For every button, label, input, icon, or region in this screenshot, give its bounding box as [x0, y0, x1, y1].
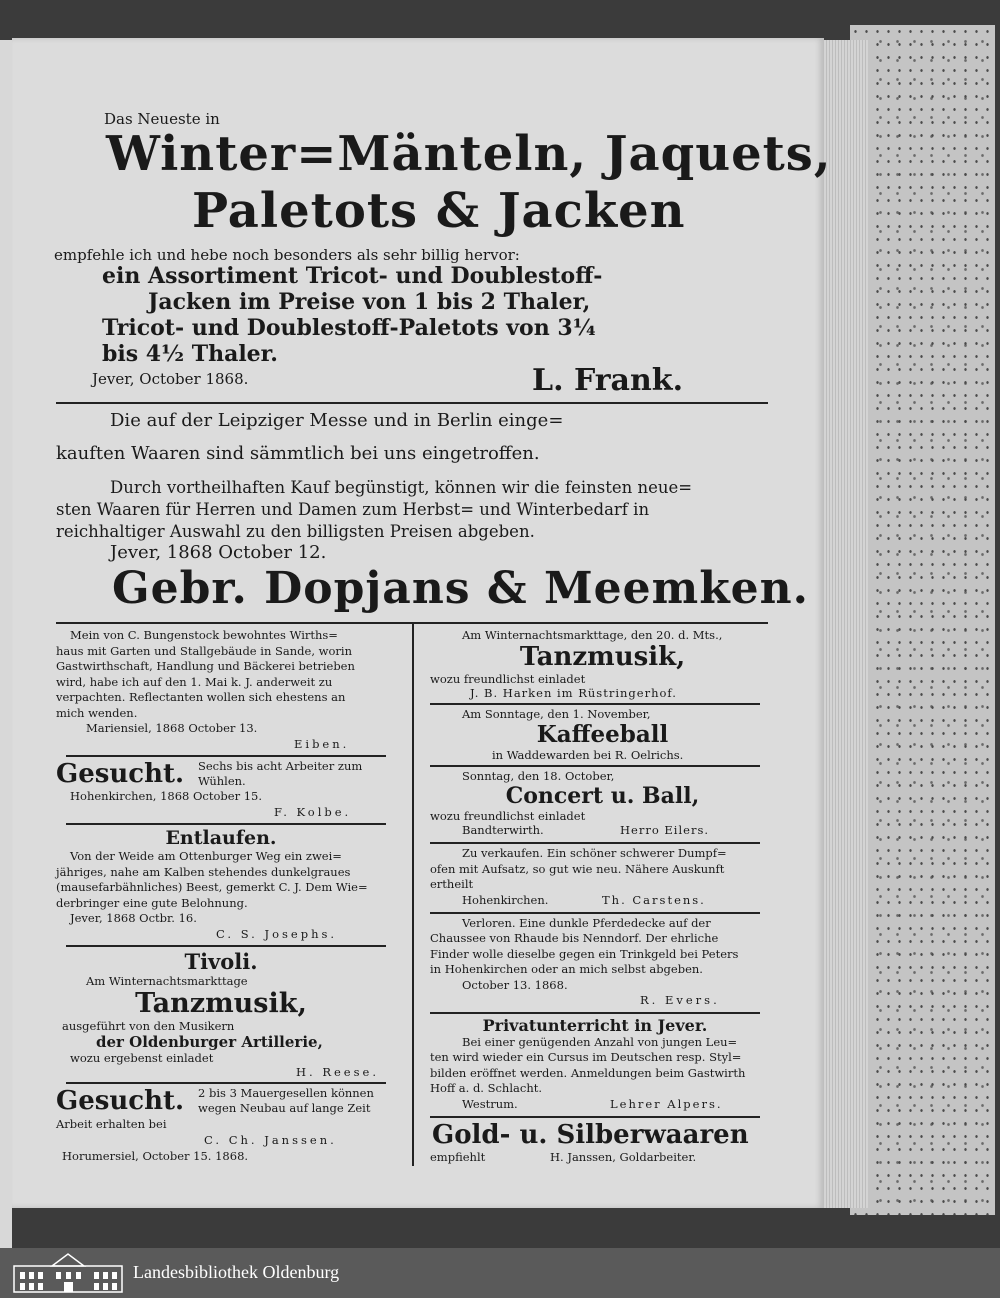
text-line: ertheilt	[430, 877, 474, 891]
ad-concert-footer	[430, 823, 775, 839]
ad-gold-footer	[430, 1150, 775, 1166]
text-line: Bei einer genügenden Anzahl von jungen Leu=	[462, 1034, 738, 1049]
text-line: Am Winternachtsmarkttage, den 20. d. Mts.,	[462, 628, 723, 642]
text-line: wozu freundlichst einladet	[430, 809, 586, 823]
ad-big-title: Concert u. Ball,	[505, 783, 700, 809]
ad1-line-3: Jacken im Preise von 1 bis 2 Thaler,	[148, 289, 591, 315]
divider	[66, 1082, 386, 1084]
column-divider	[412, 624, 414, 1166]
text-line: der Oldenburger Artillerie,	[96, 1033, 323, 1051]
text-line: in Waddewarden bei R. Oelrichs.	[492, 748, 684, 762]
text-line: Wühlen.	[198, 774, 246, 788]
signature: C. S. Josephs.	[216, 926, 338, 941]
text-line: Bandterwirth.	[462, 823, 544, 837]
ad1-signature: L. Frank.	[532, 363, 684, 398]
ad2-line-5: reichhaltiger Auswahl zu den billigsten Preisen abgeben.	[56, 522, 535, 541]
text-line: Am Sonntage, den 1. November,	[462, 707, 651, 721]
ad-title: Tivoli.	[184, 949, 258, 974]
left-column	[56, 628, 406, 1164]
divider	[430, 703, 760, 705]
ad2-place-date: Jever, 1868 October 12.	[110, 542, 327, 563]
divider	[430, 765, 760, 767]
text-line: bilden eröffnet werden. Anmeldungen beim Gastwirth	[430, 1065, 746, 1080]
page-edges	[824, 40, 868, 1208]
text-line: jähriges, nahe am Kalben stehendes dunkelgraues	[56, 864, 351, 879]
right-column	[430, 628, 775, 1166]
ad1-headline-1: Winter=Mänteln, Jaquets,	[106, 126, 832, 182]
ad-title: Gesucht.	[56, 759, 185, 789]
ad2-line-2: kauften Waaren sind sämmtlich bei uns eingetroffen.	[56, 443, 540, 464]
divider	[430, 842, 760, 844]
signature: H. Reese.	[296, 1065, 379, 1079]
ad-verloren	[430, 916, 775, 1009]
ad-big-title: Kaffeeball	[536, 721, 669, 748]
ad-wirthshaus	[56, 628, 406, 752]
signature: H. Janssen, Goldarbeiter.	[550, 1149, 697, 1164]
text-line: Arbeit erhalten bei	[56, 1117, 167, 1131]
ad1-intro: Das Neueste in	[104, 110, 220, 128]
ad1-line-4: Tricot- und Doublestoff-Paletots von 3¼	[102, 315, 596, 341]
ad-title: Entlaufen.	[165, 827, 277, 849]
ad1-place-date: Jever, October 1868.	[92, 370, 249, 388]
ad-big-title: Gold- u. Silberwaaren	[432, 1119, 749, 1150]
divider	[56, 402, 768, 404]
ad-title: Gesucht.	[56, 1086, 185, 1116]
ad2-line-1: Die auf der Leipziger Messe und in Berlin einge=	[110, 410, 564, 431]
text-line: Sonntag, den 18. October,	[462, 769, 615, 783]
text-line: Hoff a. d. Schlacht.	[430, 1081, 543, 1095]
ad-verkaufen	[430, 846, 775, 909]
ad-entlaufen	[56, 849, 406, 942]
text-line: Hohenkirchen.	[462, 892, 549, 907]
text-line: ausgeführt von den Musikern	[62, 1019, 235, 1033]
text-line: wird, habe ich auf den 1. Mai k. J. anderweit zu	[56, 674, 333, 689]
divider	[66, 823, 386, 825]
footer-bar	[0, 1248, 1000, 1298]
ad-big-title: Tanzmusik,	[519, 642, 686, 672]
divider	[430, 912, 760, 914]
text-line: haus mit Garten und Stallgebäude in Sande, worin	[56, 643, 352, 658]
ad2-line-3: Durch vortheilhaften Kauf begünstigt, können wir die feinsten neue=	[110, 478, 693, 497]
signature: F. Kolbe.	[274, 804, 352, 819]
text-line: wozu ergebenst einladet	[70, 1051, 214, 1065]
ad1-headline-2: Paletots & Jacken	[192, 183, 686, 239]
signature: Herro Eilers.	[620, 823, 710, 837]
text-line: 2 bis 3 Mauergesellen können	[198, 1086, 374, 1100]
text-line: derbringer eine gute Belohnung.	[56, 895, 248, 910]
ad-big-title: Tanzmusik,	[135, 988, 307, 1019]
text-line: Finder wolle dieselbe gegen ein Trinkgeld bei Peters	[430, 946, 739, 961]
library-building-logo-icon	[12, 1252, 124, 1294]
signature: J. B. Harken im Rüstringerhof.	[470, 686, 677, 700]
text-line: Mariensiel, 1868 October 13.	[86, 721, 258, 735]
text-line: Mein von C. Bungenstock bewohntes Wirths=	[70, 628, 338, 642]
ad-gesucht-1-footer	[56, 789, 406, 820]
signature: C. Ch. Janssen.	[204, 1133, 337, 1147]
previous-page-edge	[0, 40, 12, 1248]
ad1-line-5: bis 4½ Thaler.	[102, 341, 278, 367]
ad-title: Privatunterricht in Jever.	[482, 1015, 708, 1035]
book-cover	[850, 25, 995, 1215]
text-line: Westrum.	[462, 1096, 518, 1111]
text-line: Verloren. Eine dunkle Pferdedecke auf der	[462, 915, 711, 930]
text-line: (mausefarbähnliches) Beest, gemerkt C. J. Dem Wie=	[56, 880, 368, 894]
divider	[66, 755, 386, 757]
text-line: Sechs bis acht Arbeiter zum	[198, 759, 363, 773]
text-line: wegen Neubau auf lange Zeit	[198, 1101, 371, 1115]
text-line: Horumersiel, October 15. 1868.	[62, 1149, 249, 1163]
text-line: Chaussee von Rhaude bis Nenndorf. Der ehrliche	[430, 931, 719, 945]
text-line: Zu verkaufen. Ein schöner schwerer Dumpf=	[462, 846, 727, 860]
ad-privatunterricht	[430, 1035, 775, 1113]
text-line: ofen mit Aufsatz, so gut wie neu. Nähere Auskunft	[430, 861, 725, 876]
text-line: Hohenkirchen, 1868 October 15.	[70, 789, 263, 803]
newspaper-page	[12, 38, 832, 1208]
ad2-signature: Gebr. Dopjans & Meemken.	[112, 563, 809, 614]
library-name: Landesbibliothek Oldenburg	[133, 1262, 340, 1282]
divider	[66, 945, 386, 947]
divider	[430, 1012, 760, 1014]
text-line: Am Winternachtsmarkttage	[86, 974, 248, 988]
ad2-line-4: sten Waaren für Herren und Damen zum Herbst= und Winterbedarf in	[56, 500, 650, 519]
text-line: ten wird wieder ein Cursus im Deutschen resp. Styl=	[430, 1050, 742, 1064]
text-line: Jever, 1868 Octbr. 16.	[70, 911, 197, 925]
signature: Eiben.	[294, 736, 350, 751]
text-line: verpachten. Reflectanten wollen sich ehestens an	[56, 690, 346, 704]
ad-gesucht-2-footer	[56, 1116, 406, 1164]
text-line: Von der Weide am Ottenburger Weg ein zwei=	[70, 849, 342, 863]
text-line: empfiehlt	[430, 1149, 486, 1164]
ad1-line-2: ein Assortiment Tricot- und Doublestoff-	[102, 263, 603, 289]
signature: R. Evers.	[640, 993, 720, 1007]
signature: Th. Carstens.	[602, 892, 706, 907]
divider	[430, 1116, 760, 1118]
ad-gesucht-2	[56, 1086, 406, 1116]
text-line: Gastwirthschaft, Handlung und Bäckerei betrieben	[56, 659, 355, 673]
text-line: wozu freundlichst einladet	[430, 672, 586, 686]
text-line: in Hohenkirchen oder an mich selbst abgeben.	[430, 962, 703, 976]
text-line: mich wenden.	[56, 705, 138, 720]
ad1-line-1: empfehle ich und hebe noch besonders als sehr billig hervor:	[54, 246, 520, 264]
ad-gesucht-1	[56, 759, 406, 789]
signature: Lehrer Alpers.	[610, 1096, 723, 1111]
text-line: October 13. 1868.	[462, 977, 568, 992]
